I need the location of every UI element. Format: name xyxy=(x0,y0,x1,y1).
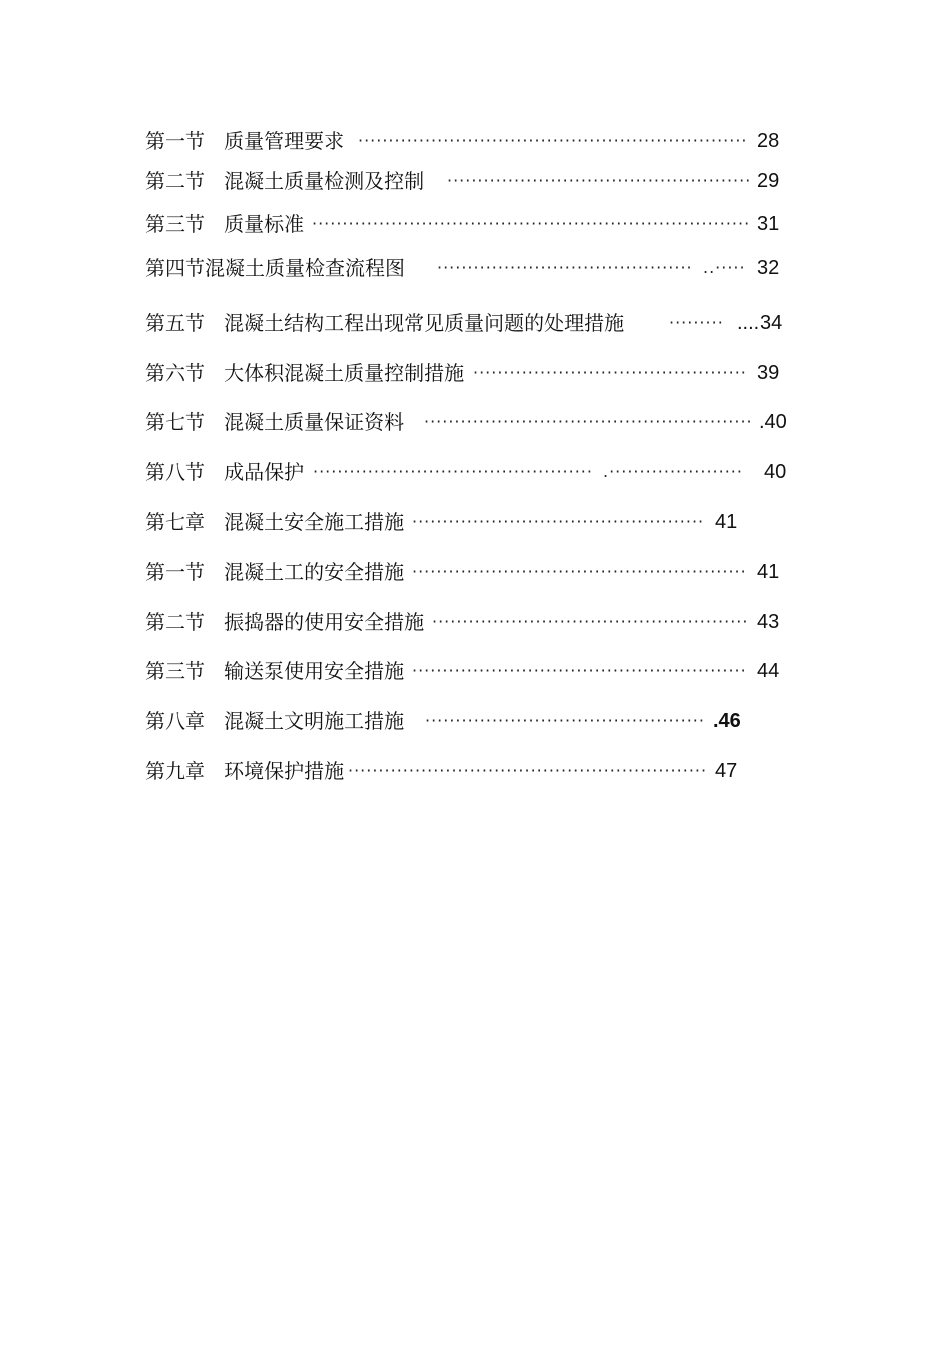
toc-entry-leader: ········································································ xyxy=(312,214,751,233)
toc-entry-leader: ··························································· xyxy=(348,761,708,780)
toc-entry-label: 第四节混凝土质量检查流程图 xyxy=(145,256,405,280)
toc-entry-leader: ······················································· xyxy=(412,661,747,680)
toc-entry-label: 第三节 质量标准 xyxy=(145,212,305,236)
toc-entry-leader: ········· xyxy=(669,313,724,332)
toc-entry xyxy=(0,166,950,196)
toc-entry-label: 第二节 振捣器的使用安全措施 xyxy=(145,610,425,634)
toc-entry-page-prefix: .... xyxy=(737,312,760,334)
toc-entry-leader: ············································· xyxy=(473,363,747,382)
toc-entry-page: 43 xyxy=(757,611,780,633)
toc-entry xyxy=(0,358,950,388)
toc-entry-leader: ······················································ xyxy=(424,412,753,431)
toc-entry-page: 39 xyxy=(757,362,780,384)
toc-entry xyxy=(0,706,950,736)
toc-entry-page: 44 xyxy=(757,660,780,682)
toc-entry-label: 第八节 成品保护 xyxy=(145,460,305,484)
toc-entry-leader-tail: .······················ xyxy=(603,462,743,481)
toc-entry-page: 47 xyxy=(715,760,738,782)
toc-entry-label: 第二节 混凝土质量检测及控制 xyxy=(145,169,425,193)
toc-entry-label: 第九章 环境保护措施 xyxy=(145,759,345,783)
toc-entry-label: 第五节 混凝土结构工程出现常见质量问题的处理措施 xyxy=(145,311,625,335)
toc-entry-page: 40 xyxy=(764,461,787,483)
toc-entry-page: 41 xyxy=(757,561,780,583)
toc-entry-page: 41 xyxy=(715,511,738,533)
toc-entry-page: 31 xyxy=(757,213,780,235)
toc-entry-leader: ······················································· xyxy=(412,562,747,581)
toc-entry-leader: ·········································· xyxy=(437,258,693,277)
toc-entry-label: 第六节 大体积混凝土质量控制措施 xyxy=(145,361,465,385)
toc-entry-label: 第七节 混凝土质量保证资料 xyxy=(145,410,405,434)
toc-entry-label: 第七章 混凝土安全施工措施 xyxy=(145,510,405,534)
toc-entry xyxy=(0,308,950,338)
toc-entry-leader: ·············································· xyxy=(425,711,705,730)
toc-entry-label: 第八章 混凝土文明施工措施 xyxy=(145,709,405,733)
toc-entry xyxy=(0,209,950,239)
toc-entry-label: 第一节 质量管理要求 xyxy=(145,129,345,153)
toc-entry xyxy=(0,507,950,537)
toc-entry-leader: ·················································· xyxy=(447,171,752,190)
toc-entry-leader-tail: ..····· xyxy=(703,258,746,277)
toc-entry xyxy=(0,126,950,156)
toc-entry-leader: ················································ xyxy=(412,512,705,531)
toc-entry-page: 32 xyxy=(757,257,780,279)
toc-entry-page: .46 xyxy=(713,710,741,732)
toc-entry-label: 第三节 输送泵使用安全措施 xyxy=(145,659,405,683)
toc-entry xyxy=(0,557,950,587)
toc-entry-label: 第一节 混凝土工的安全措施 xyxy=(145,560,405,584)
toc-entry xyxy=(0,253,950,283)
toc-entry xyxy=(0,756,950,786)
toc-entry xyxy=(0,607,950,637)
toc-entry-page: 29 xyxy=(757,170,780,192)
toc-entry-page: 34 xyxy=(760,312,783,334)
toc-entry-page: .40 xyxy=(759,411,787,433)
toc-entry-page: 28 xyxy=(757,130,780,152)
toc-entry-leader: ·············································· xyxy=(313,462,593,481)
toc-entry xyxy=(0,656,950,686)
toc-entry xyxy=(0,457,950,487)
toc-entry xyxy=(0,407,950,437)
toc-entry-leader: ································································ xyxy=(358,131,748,150)
toc-entry-leader: ···················································· xyxy=(432,612,749,631)
